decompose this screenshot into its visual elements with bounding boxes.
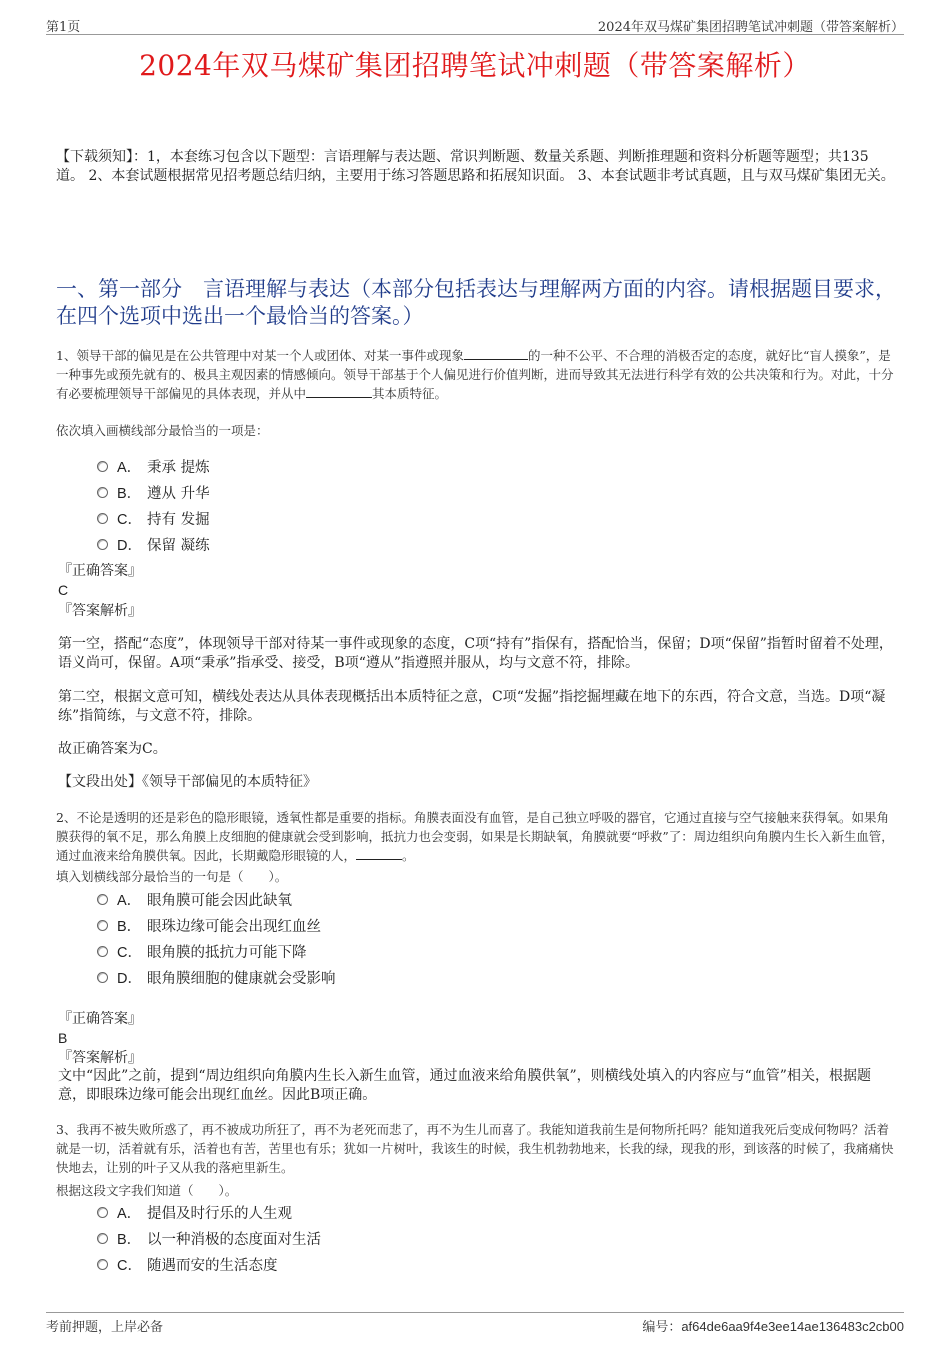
passage-source: 【文段出处】《领导干部偏见的本质特征》 — [58, 774, 317, 790]
page-number: 第1页 — [46, 20, 81, 35]
analysis-paragraph: 第二空，根据文意可知，横线处表达从具体表现概括出本质特征之意，C项“发掘”指挖掘埋藏在地下的东西，符合文意，当选。D项“凝练”指简练，与文意不符，排除。 — [58, 689, 886, 724]
radio-icon[interactable] — [97, 972, 108, 983]
question-1-prompt: 依次填入画横线部分最恰当的一项是： — [56, 423, 269, 438]
option-b[interactable]: B． 眼珠边缘可能会出现红血丝 — [97, 912, 336, 938]
correct-answer: B — [58, 1030, 68, 1046]
question-1-text: 1、领导干部的偏见是在公共管理中对某一个人或团体、对某一事件或现象 的一种不公平、不合理的消极否定的态度，就好比“盲人摸象”，是一种事先或预先就有的、极具主观因素的情感倾向。领导干部基于个人偏见进行价值判断，进而导致其无法进行科学有效的公共决策和行为。对此，十分有必要梳理领导干部偏见的具体表现，并从中 其本质特征。 — [56, 348, 894, 401]
page-footer — [46, 1312, 904, 1333]
option-c[interactable]: C． 随遇而安的生活态度 — [97, 1251, 321, 1277]
answer-label: 『正确答案』 — [58, 1011, 142, 1027]
blank-line — [306, 385, 372, 398]
section-title: 一、第一部分 言语理解与表达（本部分包括表达与理解两方面的内容。请根据题目要求，在四个选项中选出一个最恰当的答案。） — [56, 277, 896, 328]
question-3-text: 3、我再不被失败所惑了，再不被成功所狂了，再不为老死而悲了，再不为生儿而喜了。我能知道我前生是何物所托吗？能知道我死后变成何物吗？活着就是一切，活着就有乐，活着也有苦，苦里也有乐；犹如一片树叶，我该生的时候，我生机勃勃地来，长我的绿，现我的形，到该落的时候了，我痛痛快快地去，让别的叶子又从我的落疤里新生。 — [56, 1122, 894, 1175]
header-doc-title: 2024年双马煤矿集团招聘笔试冲刺题（带答案解析） — [597, 20, 904, 35]
option-b[interactable]: B． 遵从 升华 — [97, 479, 210, 505]
footer-code: 编号：af64de6aa9f4e3ee14ae136483c2cb00 — [642, 1319, 904, 1335]
analysis-paragraph: 文中“因此”之前，提到“周边组织向角膜内生长入新生血管，通过血液来给角膜供氧”，则横线处填入的内容应与“血管”相关，根据题意，即眼珠边缘可能会出现红血丝。因此B项正确。 — [58, 1068, 871, 1103]
footer-slogan: 考前押题，上岸必备 — [46, 1320, 164, 1335]
question-3-options — [97, 1199, 321, 1277]
radio-icon[interactable] — [97, 920, 108, 931]
option-c[interactable]: C． 眼角膜的抵抗力可能下降 — [97, 938, 336, 964]
radio-icon[interactable] — [97, 513, 108, 524]
question-2-prompt: 填入划横线部分最恰当的一句是（ ）。 — [56, 869, 288, 884]
document-title: 2024年双马煤矿集团招聘笔试冲刺题（带答案解析） — [139, 49, 811, 82]
question-1-options — [97, 453, 210, 557]
analysis-label: 『答案解析』 — [58, 603, 142, 619]
blank-line — [356, 847, 402, 860]
option-b[interactable]: B． 以一种消极的态度面对生活 — [97, 1225, 321, 1251]
option-d[interactable]: D． 保留 凝练 — [97, 531, 210, 557]
option-a[interactable]: A． 提倡及时行乐的人生观 — [97, 1199, 321, 1225]
correct-answer: C — [58, 582, 69, 598]
analysis-label: 『答案解析』 — [58, 1050, 142, 1066]
option-c[interactable]: C． 持有 发掘 — [97, 505, 210, 531]
radio-icon[interactable] — [97, 539, 108, 550]
answer-label: 『正确答案』 — [58, 563, 142, 579]
page-header — [46, 14, 904, 35]
radio-icon[interactable] — [97, 1259, 108, 1270]
option-d[interactable]: D． 眼角膜细胞的健康就会受影响 — [97, 964, 336, 990]
radio-icon[interactable] — [97, 946, 108, 957]
question-3-prompt: 根据这段文字我们知道（ ）。 — [56, 1183, 238, 1198]
radio-icon[interactable] — [97, 1207, 108, 1218]
radio-icon[interactable] — [97, 1233, 108, 1244]
radio-icon[interactable] — [97, 487, 108, 498]
blank-line — [464, 347, 528, 360]
radio-icon[interactable] — [97, 461, 108, 472]
download-notice: 【下载须知】：1，本套练习包含以下题型：言语理解与表达题、常识判断题、数量关系题、判断推理题和资料分析题等题型；共135道。 2、本套试题根据常见招考题总结归纳，主要用于练习答题思路和拓展知识面。 3、本套试题非考试真题，且与双马煤矿集团无关。 — [56, 149, 895, 184]
answer-conclusion: 故正确答案为C。 — [58, 741, 167, 757]
option-a[interactable]: A． 秉承 提炼 — [97, 453, 210, 479]
question-2-options — [97, 886, 336, 990]
question-2-text: 2、不论是透明的还是彩色的隐形眼镜，透氧性都是重要的指标。角膜表面没有血管，是自己独立呼吸的器官，它通过直接与空气接触来获得氧。如果角膜获得的氧不足，那么角膜上皮细胞的健康就会受到影响，抵抗力也会变弱，如果是长期缺氧，角膜就要“呼救”了：周边组织向角膜内生长入新生血管，通过血液来给角膜供氧。因此，长期戴隐形眼镜的人， 。 — [56, 810, 894, 863]
analysis-paragraph: 第一空，搭配“态度”，体现领导干部对待某一事件或现象的态度，C项“持有”指保有，搭配恰当，保留；D项“保留”指暂时留着不处理，语义尚可，保留。A项“秉承”指承受、接受，B项“遵从”指遵照并服从，均与文意不符，排除。 — [58, 636, 893, 671]
radio-icon[interactable] — [97, 894, 108, 905]
option-a[interactable]: A． 眼角膜可能会因此缺氧 — [97, 886, 336, 912]
